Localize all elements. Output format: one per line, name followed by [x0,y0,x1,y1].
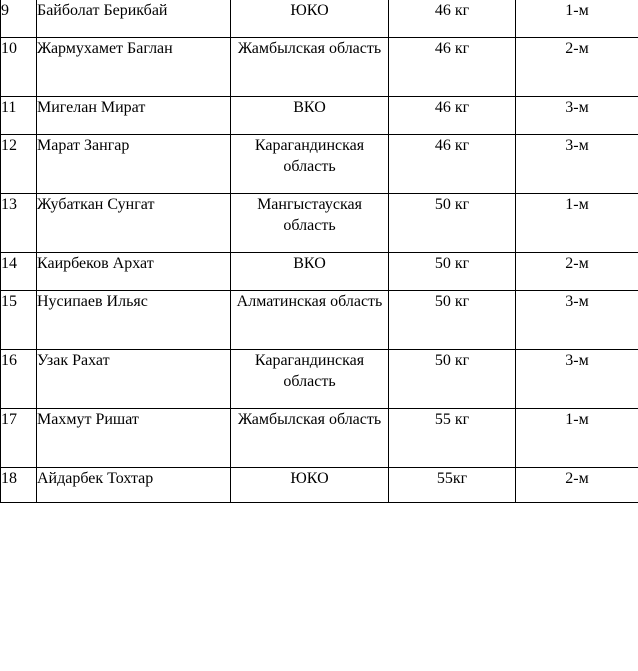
athlete-name: Мигелан Мират [37,97,231,135]
weight-class: 46 кг [389,0,516,38]
row-number: 16 [1,350,37,409]
row-number: 9 [1,0,37,38]
weight-class: 46 кг [389,135,516,194]
athlete-name: Жубаткан Сунгат [37,194,231,253]
place: 3-м [516,97,638,135]
athlete-name: Каирбеков Архат [37,253,231,291]
place: 1-м [516,409,638,468]
place: 1-м [516,0,638,38]
athlete-name: Айдарбек Тохтар [37,468,231,503]
region: ВКО [231,253,389,291]
row-number: 15 [1,291,37,350]
table-row [1,253,638,291]
row-number: 18 [1,468,37,503]
region: Алматинская область [231,291,389,350]
table-row [1,97,638,135]
region: Карагандинская область [231,350,389,409]
place: 1-м [516,194,638,253]
athlete-name: Махмут Ришат [37,409,231,468]
row-number: 17 [1,409,37,468]
table-row [1,38,638,97]
athlete-name: Узак Рахат [37,350,231,409]
table-row [1,468,638,503]
row-number: 13 [1,194,37,253]
weight-class: 55 кг [389,409,516,468]
weight-class: 50 кг [389,194,516,253]
place: 2-м [516,468,638,503]
weight-class: 46 кг [389,38,516,97]
table-row [1,0,638,38]
region: Мангыстауская область [231,194,389,253]
row-number: 10 [1,38,37,97]
place: 3-м [516,135,638,194]
region: Карагандинская область [231,135,389,194]
row-number: 11 [1,97,37,135]
table-row [1,194,638,253]
weight-class: 46 кг [389,97,516,135]
table-row [1,350,638,409]
row-number: 12 [1,135,37,194]
region: ЮКО [231,468,389,503]
region: Жамбылская область [231,38,389,97]
weight-class: 55кг [389,468,516,503]
row-number: 14 [1,253,37,291]
region: ВКО [231,97,389,135]
weight-class: 50 кг [389,253,516,291]
table-row [1,291,638,350]
table-row [1,409,638,468]
place: 3-м [516,350,638,409]
table-row [1,135,638,194]
place: 2-м [516,38,638,97]
place: 2-м [516,253,638,291]
region: ЮКО [231,0,389,38]
athlete-name: Нусипаев Ильяс [37,291,231,350]
athlete-name: Байболат Берикбай [37,0,231,38]
weight-class: 50 кг [389,291,516,350]
athlete-name: Марат Зангар [37,135,231,194]
weight-class: 50 кг [389,350,516,409]
athlete-name: Жармухамет Баглан [37,38,231,97]
place: 3-м [516,291,638,350]
region: Жамбылская область [231,409,389,468]
